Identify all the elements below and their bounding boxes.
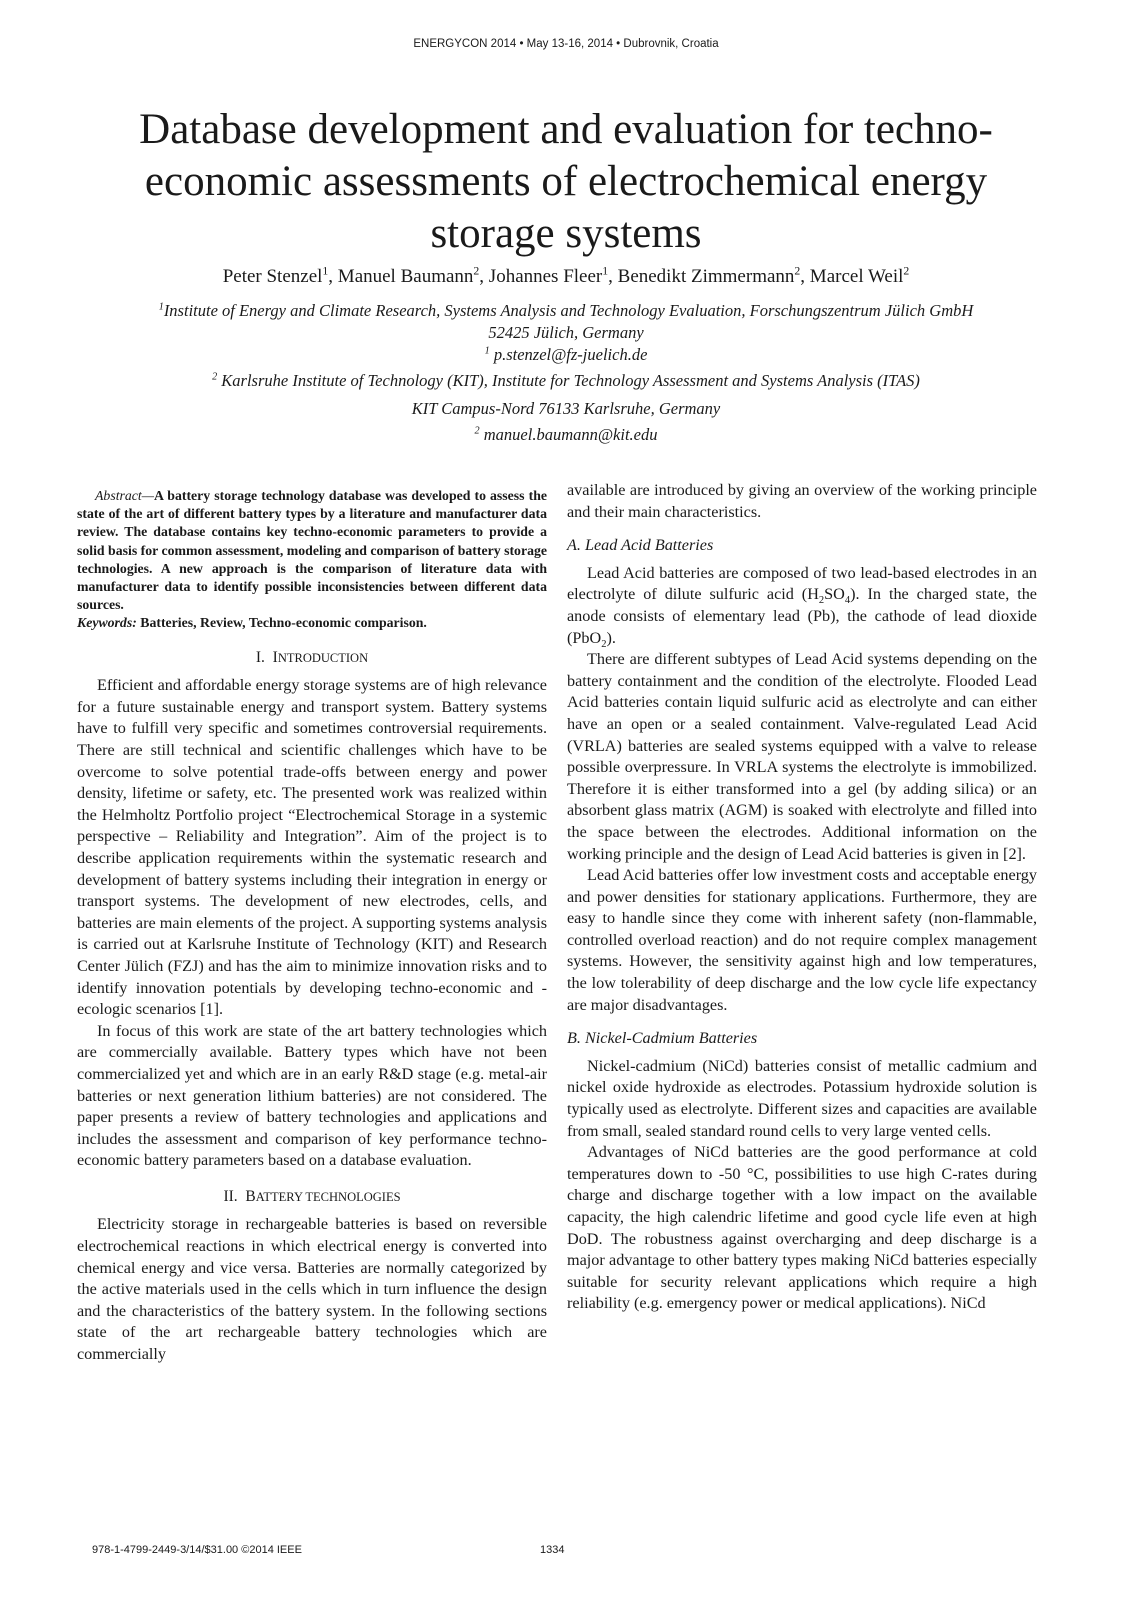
paragraph: Lead Acid batteries are composed of two lead-based electrodes in an electrolyte of dilute sulfuric acid $(H_2SO_4)$. In the charged state, the anode consists of elementary lead (Pb), the cathode of lead dioxide (PbO$_2$). (567, 563, 1037, 650)
author-list: Peter Stenzel$^1$, Manuel Baumann$^2$, Johannes Fleer$^1$, Benedikt Zimmermann$^2$, Marcel Weil$^2$ (222, 264, 910, 287)
paragraph: Electricity storage in rechargeable batteries is based on reversible electrochemical reactions in which electrical energy is converted into chemical energy and vice versa. Batteries are normally categorized by the active materials used in the cells which in turn influence the design and the characteristics of the battery system. In the following sections state of the art rechargeable battery technologies which are commercially (77, 1215, 547, 1364)
right-column (567, 480, 1037, 1315)
paragraph: Advantages of NiCd batteries are the good performance at cold temperatures down to -50 °C, possibilities to use high C-rates during charge and discharge together with a low impact on the available capacity, the high calendric lifetime and good cycle life even at high DoD. The robustness against overcharging and deep discharge is a major advantage to other battery types making NiCd batteries especially suitable for security relevant applications which require a high reliability (e.g. emergency power or medical applications). NiCd (567, 1143, 1037, 1313)
section-heading-battery-technologies: II. BATTERY TECHNOLOGIES (223, 1187, 401, 1205)
affiliation-2-address: KIT Campus-Nord 76133 Karlsruhe, Germany (411, 399, 721, 418)
author: Marcel Weil (809, 266, 904, 287)
author: Manuel Baumann (337, 266, 474, 287)
abstract (77, 487, 547, 614)
left-column (77, 487, 547, 1366)
paper-title: Database development and evaluation for techno-economic assessments of electrochemical energy storage systems (139, 106, 993, 257)
paragraph: Efficient and affordable energy storage systems are of high relevance for a future sustainable energy and transport system. Battery systems have to fulfill very specific and sometimes controversial requirements. There are still technical and scientific challenges which have to be overcome to solve potential trade-offs between energy and power density, lifetime or safety, etc. The presented work was realized within the Helmholtz Portfolio project “Electrochemical Storage in a systemic perspective – Reliability and Integration”. Aim of the project is to describe application requirements within the systematic research and development of battery systems including their integration in energy or transport systems. The development of new electrodes, cells, and batteries are main elements of the project. A supporting systems analysis is carried out at Karlsruhe Institute of Technology (KIT) and Research Center Jülich (FZJ) and has the aim to minimize innovation risks and to identify innovation potentials by developing techno-economic and -ecologic scenarios [1]. (77, 676, 547, 1019)
keywords (77, 614, 547, 632)
footer-isbn: 978-1-4799-2449-3/14/$31.00 ©2014 IEEE (92, 1544, 302, 1556)
abstract-lead: Abstract— (95, 488, 155, 503)
author-affiliation-mark: 2 (473, 264, 480, 278)
author: Johannes Fleer (488, 266, 603, 287)
affiliation-2-institute: $^2$ Karlsruhe Institute of Technology (KIT), Institute for Technology Assessment and Systems Analysis (ITAS) (212, 371, 920, 390)
section-heading-introduction: I. INTRODUCTION (255, 648, 369, 666)
author: Peter Stenzel (222, 266, 323, 287)
footer-page-number: 1334 (540, 1544, 565, 1556)
keywords-label: Keywords: (77, 615, 137, 631)
affiliation-1-institute: $^1$Institute of Energy and Climate Research, Systems Analysis and Technology Evaluation, Forschungszentrum Jülich GmbH (158, 301, 974, 320)
conference-header: ENERGYCON 2014 • May 13-16, 2014 • Dubrovnik, Croatia (413, 38, 719, 50)
affiliation-1 (40, 300, 1092, 366)
author-affiliation-mark: 1 (322, 264, 329, 278)
author: Benedikt Zimmermann (617, 266, 795, 287)
paragraph: In focus of this work are state of the art battery technologies which are commercially available. Battery types which have not been commercialized yet and which are in an early R&D stage (e.g. metal-air batteries or next generation lithium batteries) are not considered. The paper presents a review of battery technologies and applications and includes the assessment and comparison of key performance techno-economic battery parameters based on a database evaluation. (77, 1021, 547, 1170)
subsection-heading-nickel-cadmium: B. Nickel-Cadmium Batteries (567, 1029, 758, 1048)
keywords-text: Batteries, Review, Techno-economic comparison. (136, 615, 427, 631)
paragraph: Nickel-cadmium (NiCd) batteries consist of metallic cadmium and nickel oxide hydroxide as electrodes. Potassium hydroxide solution is typically used as electrolyte. Different sizes and capacities are available from small, sealed standard round cells to very large vented cells. (567, 1056, 1037, 1140)
subsection-heading-lead-acid: A. Lead Acid Batteries (567, 536, 714, 555)
paragraph-continuation: available are introduced by giving an overview of the working principle and their main characteristics. (567, 481, 1037, 521)
paragraph: There are different subtypes of Lead Acid systems depending on the battery containment and the condition of the electrolyte. Flooded Lead Acid batteries contain liquid sulfuric acid as electrolyte and can either have an open or a sealed containment. Valve-regulated Lead Acid (VRLA) batteries are sealed systems equipped with a valve to release possible overpressure. In VRLA systems the electrolyte is immobilized. Therefore it is either transformed into a gel (by adding silica) or an absorbent glass matrix (AGM) is soaked with electrolyte and filled into the space between the electrodes. Additional information on the working principle and the design of Lead Acid batteries is given in [2]. (567, 650, 1037, 863)
paragraph: Lead Acid batteries offer low investment costs and acceptable energy and power densities for stationary applications. Furthermore, they are easy to handle since they come with inherent safety (non-flammable, controlled overload reaction) and do not require complex management systems. However, the sensitivity against high and low temperatures, the low tolerability of deep discharge and the low cycle life expectancy are major disadvantages. (567, 866, 1037, 1014)
affiliation-1-address: 52425 Jülich, Germany (488, 323, 644, 342)
affiliation-1-email: $^1$ p.stenzel@fz-juelich.de (484, 345, 648, 364)
author-affiliation-mark: 2 (903, 264, 910, 278)
abstract-text: A battery storage technology database was developed to assess the state of the art of different battery types by a literature and manufacturer data review. The database contains key techno-economic parameters to provide a solid basis for common assessment, modeling and comparison of battery storage technologies. A new approach is the comparison of literature data with manufacturer data to identify possible inconsistencies between different data sources. (77, 488, 547, 613)
affiliation-2-email: $^2$ manuel.baumann@kit.edu (474, 425, 658, 444)
author-affiliation-mark: 2 (794, 264, 801, 278)
author-affiliation-mark: 1 (602, 264, 609, 278)
affiliation-2 (40, 370, 1092, 392)
